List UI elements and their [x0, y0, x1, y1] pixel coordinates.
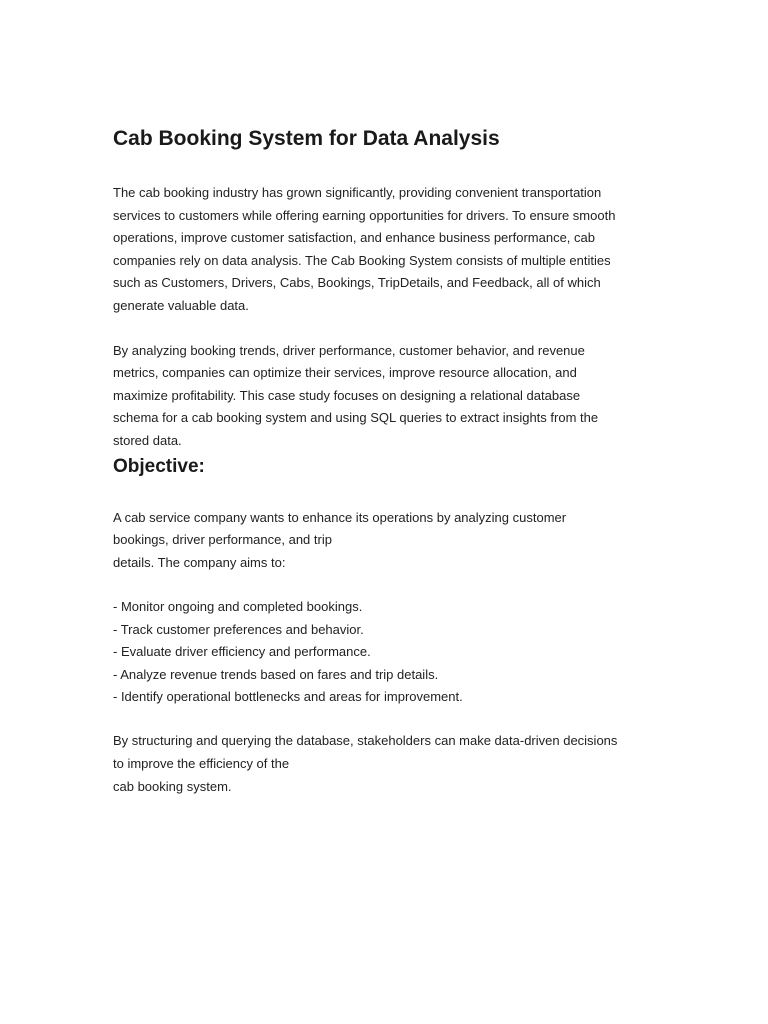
list-item: - Identify operational bottlenecks and areas for improvement.: [113, 688, 463, 704]
list-item: - Monitor ongoing and completed bookings.: [113, 599, 363, 615]
text-line: services to customers while offering earning opportunities for drivers. To ensure smooth: [113, 207, 616, 223]
text-line: schema for a cab booking system and using SQL queries to extract insights from the: [113, 410, 599, 426]
text-line: details. The company aims to:: [113, 554, 286, 570]
text-line: cab booking system.: [113, 778, 232, 794]
text-line: bookings, driver performance, and trip: [113, 532, 332, 548]
intro-paragraph-2: [113, 340, 658, 453]
text-line: generate valuable data.: [113, 297, 249, 313]
intro-paragraph-1: [113, 182, 658, 318]
closing-paragraph: [113, 730, 658, 798]
text-line: The cab booking industry has grown significantly, providing convenient transportation: [113, 185, 602, 200]
objective-heading: Objective:: [113, 455, 205, 477]
text-line: maximize profitability. This case study focuses on designing a relational database: [113, 387, 581, 403]
text-line: A cab service company wants to enhance its operations by analyzing customer: [113, 509, 567, 525]
text-line: companies rely on data analysis. The Cab Booking System consists of multiple entities: [113, 252, 611, 268]
list-item: - Track customer preferences and behavior.: [113, 621, 364, 637]
text-line: By structuring and querying the database, stakeholders can make data-driven decisions: [113, 733, 618, 749]
text-line: operations, improve customer satisfaction, and enhance business performance, cab: [113, 230, 595, 246]
text-line: By analyzing booking trends, driver performance, customer behavior, and revenue: [113, 342, 585, 358]
text-line: such as Customers, Drivers, Cabs, Bookings, TripDetails, and Feedback, all of which: [113, 275, 601, 291]
objective-paragraph: [113, 507, 658, 575]
text-line: metrics, companies can optimize their services, improve resource allocation, and: [113, 365, 577, 381]
text-line: to improve the efficiency of the: [113, 755, 290, 771]
list-item: - Evaluate driver efficiency and performance.: [113, 644, 371, 660]
aims-list: [113, 596, 658, 708]
list-item: - Analyze revenue trends based on fares and trip details.: [113, 666, 439, 682]
page-title: Cab Booking System for Data Analysis: [113, 127, 500, 150]
text-line: stored data.: [113, 432, 182, 448]
